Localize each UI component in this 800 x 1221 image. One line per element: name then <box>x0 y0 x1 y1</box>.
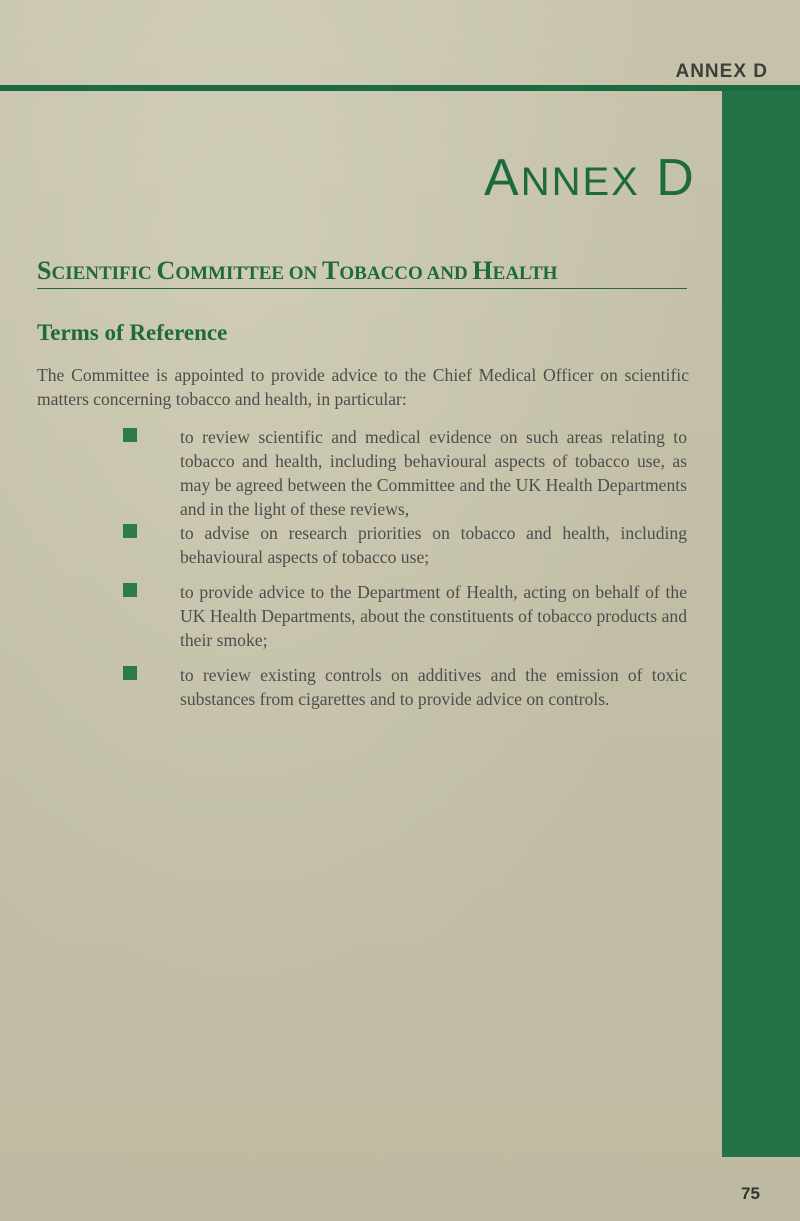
committee-part: CIENTIFIC <box>51 263 157 284</box>
committee-part: EALTH <box>492 263 558 284</box>
list-item-text: to provide advice to the Department of Health, acting on behalf of the UK Health Departments, about the constituents of tobacco products and their smoke; <box>180 582 687 650</box>
annex-title <box>484 148 696 208</box>
annex-title-first-letter: A <box>484 149 521 207</box>
committee-part: T <box>322 256 340 285</box>
committee-heading <box>37 257 687 289</box>
committee-part: C <box>156 256 176 285</box>
committee-part: ON <box>288 263 323 284</box>
list-item-text: to review scientific and medical evidence on such areas relating to tobacco and health, including behavioural aspects of tobacco use, as may be agreed between the Committee and the UK Health Departments and in the light of these reviews, <box>180 427 687 519</box>
top-rule <box>0 85 800 91</box>
committee-part: S <box>37 256 52 285</box>
square-bullet-icon <box>123 428 137 442</box>
committee-part: OMMITTEE <box>175 263 289 284</box>
square-bullet-icon <box>123 583 137 597</box>
annex-title-letter: D <box>656 149 696 207</box>
running-head: ANNEX D <box>675 61 768 82</box>
section-heading: Terms of Reference <box>37 320 228 345</box>
annex-title-rest: NNEX <box>520 160 640 204</box>
intro-paragraph: The Committee is appointed to provide advice to the Chief Medical Officer on scientific matters concerning tobacco and health, in particular: <box>37 365 689 409</box>
committee-part: OBACCO <box>339 263 427 284</box>
square-bullet-icon <box>123 524 137 538</box>
page-number: 75 <box>741 1184 760 1203</box>
list-item-text: to review existing controls on additives and the emission of toxic substances from cigarettes and to provide advice on controls. <box>180 665 687 709</box>
square-bullet-icon <box>123 666 137 680</box>
committee-part: H <box>472 256 493 285</box>
list-item-text: to advise on research priorities on tobacco and health, including behavioural aspects of tobacco use; <box>180 523 687 567</box>
side-band <box>722 91 800 1157</box>
committee-part: AND <box>426 263 473 284</box>
